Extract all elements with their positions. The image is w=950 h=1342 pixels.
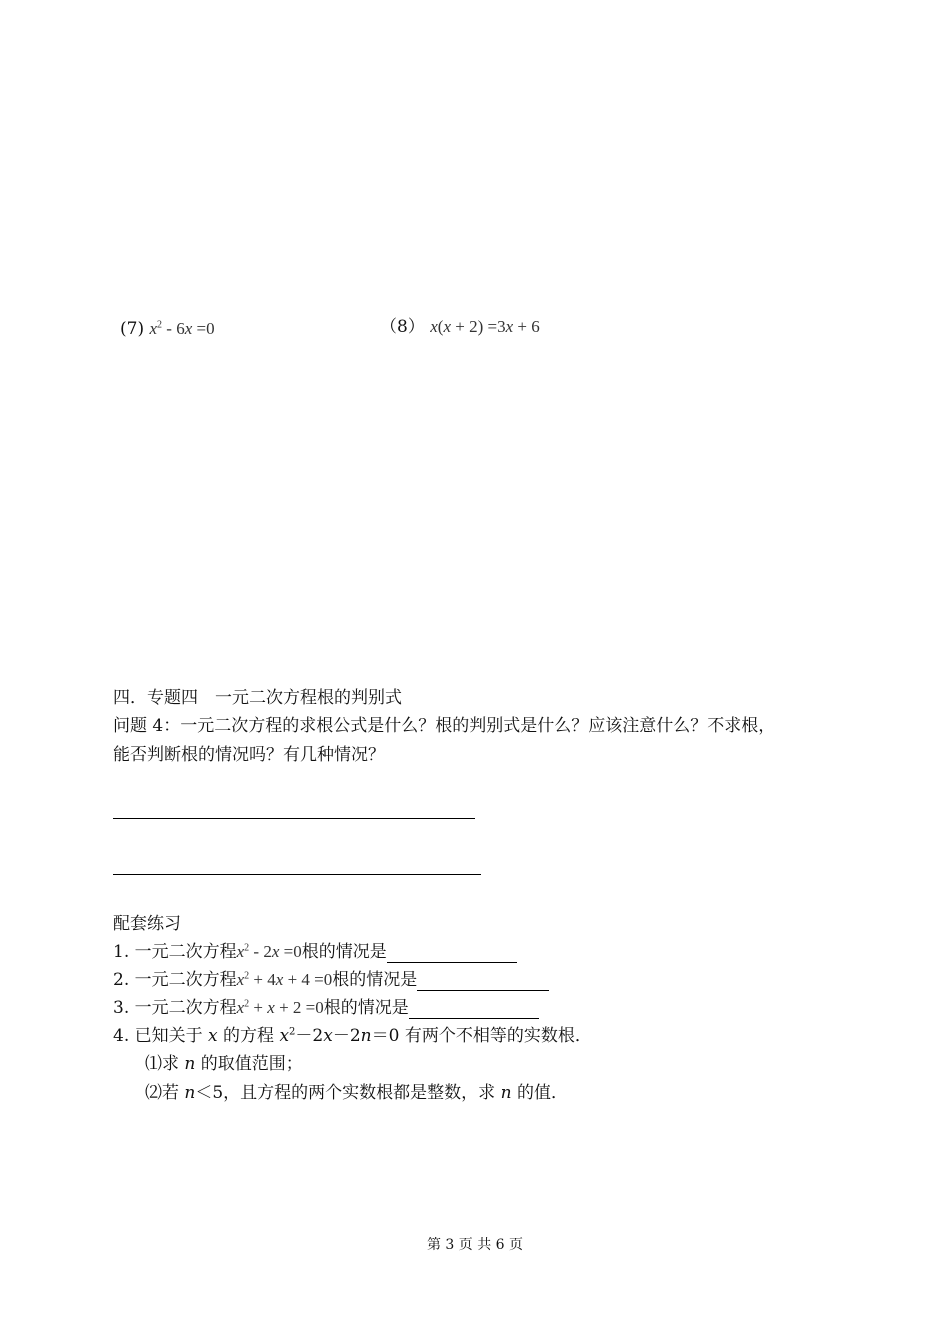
problem-7 (120, 318, 215, 340)
question-4-line-2: 能否判断根的情况吗？有几种情况？ (113, 745, 385, 765)
item-3-equation: $x^2 + x + 2 =0$ (236, 998, 324, 1017)
practice-item-4-sub-1: ⑴求 n 的取值范围； (145, 1054, 303, 1074)
problem-8 (380, 316, 540, 338)
practice-item-3: 3. 一元二次方程$x^2 + x + 2 =0$根的情况是 (113, 997, 539, 1019)
section-4-heading: 四．专题四 一元二次方程根的判别式 (113, 688, 402, 708)
practice-item-2: 2. 一元二次方程$x^2 + 4x + 4 =0$根的情况是 (113, 969, 549, 991)
practice-item-1: 1. 一元二次方程$x^2 - 2x =0$根的情况是 (113, 941, 517, 963)
answer-line-2[interactable] (113, 874, 481, 875)
problem-7-equation: $x^2 - 6x =0$ (149, 319, 215, 338)
item-1-equation: $x^2 - 2x =0$ (236, 942, 302, 961)
answer-line-1[interactable] (113, 818, 475, 819)
practice-title: 配套练习 (113, 914, 181, 934)
answer-blank-1[interactable] (387, 945, 517, 963)
answer-blank-2[interactable] (417, 973, 549, 991)
practice-item-4: 4. 已知关于 x 的方程 $x^2-2x-2n=0$ 有两个不相等的实数根． (113, 1026, 592, 1046)
answer-blank-3[interactable] (409, 1001, 539, 1019)
question-4-line-1: 问题 4：一元二次方程的求根公式是什么？根的判别式是什么？应该注意什么？不求根， (113, 716, 776, 736)
item-2-equation: $x^2 + 4x + 4 =0$ (236, 970, 333, 989)
problem-8-label: （8） (380, 317, 425, 337)
problem-7-label: (7) (120, 319, 145, 339)
page-number: 第 3 页 共 6 页 (426, 1237, 524, 1253)
problem-8-equation: x(x + 2) =3x + 6 (430, 317, 540, 336)
practice-item-4-sub-2: ⑵若 n＜5，且方程的两个实数根都是整数，求 n 的值． (145, 1083, 568, 1103)
